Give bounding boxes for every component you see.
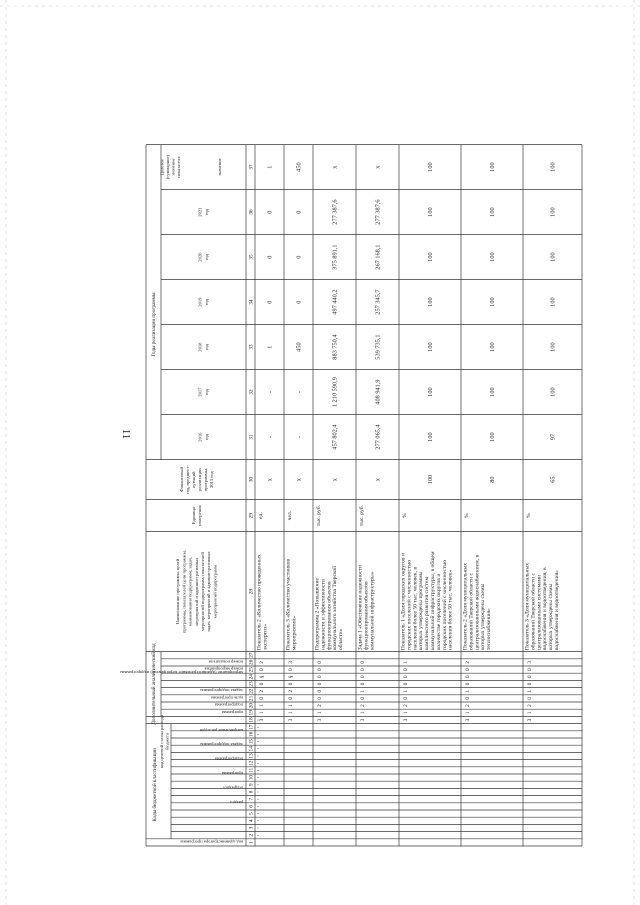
- column-number: 2: [248, 833, 255, 837]
- code-cell: 3: [288, 718, 294, 722]
- unit-column-header: измерения: [196, 505, 202, 526]
- value-cell: x: [331, 165, 339, 169]
- unit-cell: %: [402, 513, 408, 518]
- program-years-header: Годы реализации программы: [150, 292, 157, 357]
- indicator-name: водоснабжения и водоотведения»: [554, 570, 560, 651]
- code-cell: 2: [259, 689, 265, 693]
- column-number: 7: [248, 797, 255, 801]
- value-cell: x: [374, 165, 382, 169]
- code-cell: 3: [403, 718, 409, 722]
- year-column-header: год: [203, 298, 209, 306]
- column-number: 18: [248, 717, 255, 723]
- code-cell: 0: [403, 697, 409, 700]
- code-cell: §: [288, 675, 294, 679]
- value-cell: -: [266, 436, 274, 439]
- value-cell: 65: [549, 476, 557, 483]
- value-cell: 267 168,1: [374, 244, 382, 270]
- code-cell: 1: [259, 704, 265, 707]
- budget-sub-header: код целевой статьи расхода: [159, 714, 165, 769]
- code-cell: 0: [317, 682, 323, 686]
- code-cell: 0: [317, 661, 323, 664]
- column-number: 11: [248, 767, 255, 774]
- indicator-name: Подпрограмма 2 «Повышение: [314, 578, 321, 651]
- indicator-name: коммунального хозяйства Тверской: [332, 565, 339, 651]
- column-number: 27: [248, 652, 255, 658]
- value-cell: 80: [489, 476, 496, 483]
- code-column-header: задача подпрограммы: [200, 742, 243, 748]
- code-column-header: подпрограмма: [214, 756, 243, 762]
- code-cell: 0: [317, 697, 323, 700]
- code-cell: 0: [403, 668, 409, 671]
- code-cell: 1: [360, 689, 366, 693]
- code-cell: 3: [360, 718, 366, 722]
- name-column-header: Наименование программы, целей: [175, 558, 181, 625]
- column-number: 3: [248, 826, 255, 830]
- value-cell: 100: [489, 297, 496, 307]
- code-cell: 2: [527, 704, 533, 707]
- page-number: 11: [120, 428, 132, 440]
- column-number: 19: [248, 710, 255, 716]
- indicator-name: централизованными системами: [536, 574, 543, 651]
- indicator-name: надежности и эффективности: [320, 579, 327, 651]
- year-column-header: 2016: [197, 432, 203, 442]
- indicator-name: населения более 50 тыс. человек»: [447, 569, 454, 651]
- value-cell: 408 941,9: [374, 379, 382, 405]
- value-cell: 539 735,1: [374, 334, 382, 360]
- value-cell: 1: [266, 165, 274, 169]
- value-cell: -: [295, 391, 303, 394]
- indicator-name: городских поселений с численностью: [406, 559, 413, 651]
- column-number: 9: [248, 783, 255, 787]
- value-cell: 100: [427, 162, 434, 172]
- indicator-name: экспертиз»: [262, 623, 269, 651]
- target-value-header: показателя: [176, 156, 182, 178]
- code-cell: 2: [403, 704, 409, 707]
- code-cell: 0: [259, 668, 265, 671]
- column-number: 17: [248, 724, 255, 730]
- unit-cell: %: [526, 513, 532, 518]
- code-cell: 0: [360, 661, 366, 664]
- code-cell: 2: [465, 661, 471, 664]
- code-cell: 0: [360, 668, 366, 671]
- code-column-header: номер показателя: [208, 659, 243, 665]
- value-cell: x: [331, 478, 339, 482]
- column-number: 22: [248, 688, 255, 694]
- column-number: 1: [248, 841, 255, 844]
- value-cell: 100: [549, 387, 557, 397]
- value-column-header: значение: [216, 158, 222, 176]
- column-number: 5: [248, 812, 255, 815]
- value-cell: 450: [295, 342, 303, 352]
- analytic-code-header: Дополнительный аналитический код: [150, 643, 157, 725]
- value-cell: 457 802,4: [331, 424, 339, 450]
- value-cell: 100: [427, 297, 434, 307]
- value-cell: 100: [549, 297, 557, 307]
- value-cell: 100: [549, 252, 557, 262]
- value-cell: -: [295, 436, 303, 439]
- value-cell: 375 891,1: [331, 244, 339, 270]
- code-cell: 2: [317, 704, 323, 707]
- code-column-header: код администратора программы: [180, 839, 243, 845]
- column-number: 30: [248, 476, 255, 483]
- indicator-name: коммунальной инфраструктуры»: [369, 571, 376, 651]
- column-number: 12: [248, 760, 255, 766]
- code-cell: 3: [259, 718, 265, 722]
- code-cell: 0: [259, 697, 265, 700]
- budget-classification-header: Коды бюджетной классификации: [151, 748, 158, 822]
- column-number: 10: [248, 774, 255, 781]
- value-cell: 257 345,7: [374, 289, 382, 315]
- column-number: 24: [248, 674, 255, 680]
- unit-column-header: Единица: [190, 507, 196, 525]
- value-cell: 497 440,2: [331, 289, 339, 315]
- year-column-header: 2017: [197, 387, 203, 397]
- code-cell: 1: [317, 711, 323, 715]
- indicator-name: количестве городских округов и: [435, 573, 442, 651]
- value-cell: x: [295, 478, 303, 482]
- indicator-name: Показатель 3 «Количество участников: [285, 558, 292, 651]
- name-column-header: мероприятий и административных: [193, 557, 199, 626]
- value-cell: 277 387,6: [374, 199, 382, 225]
- code-column-header: номер мероприятия: [204, 666, 243, 672]
- column-number: 31: [248, 434, 255, 440]
- value-cell: 100: [427, 474, 434, 485]
- year-column-header: 2021: [197, 207, 203, 217]
- value-cell: x: [374, 478, 382, 482]
- value-cell: 100: [427, 252, 434, 262]
- fin-year-header: Финансовый: [178, 467, 184, 493]
- indicator-name: Задача 1 «Обеспечение надежности: [357, 565, 364, 651]
- value-cell: 0: [266, 210, 274, 214]
- value-cell: 0: [295, 210, 303, 214]
- column-number: 28: [248, 588, 255, 595]
- indicator-name: функционирования объектов: [363, 581, 370, 651]
- code-cell: 0: [360, 697, 366, 700]
- column-number: 13: [248, 753, 255, 759]
- indicator-name: населения более 50 тыс. человек, в: [412, 567, 419, 651]
- code-cell: 0: [259, 682, 265, 686]
- code-cell: 1: [465, 689, 471, 693]
- value-cell: 100: [427, 387, 434, 397]
- code-cell: 0: [527, 675, 533, 679]
- column-number: 20: [248, 702, 255, 709]
- indicator-name: коммунальной инфраструктуры, в общем: [430, 551, 436, 651]
- code-cell: 2: [259, 661, 265, 664]
- indicator-name: Показатель 3 «Доля муниципальных: [524, 562, 531, 651]
- code-cell: 1: [403, 689, 409, 693]
- value-cell: 100: [549, 342, 557, 352]
- code-cell: 1: [259, 711, 265, 715]
- column-number: 32: [248, 389, 255, 395]
- value-cell: 97: [549, 433, 557, 441]
- code-cell: 2: [360, 704, 366, 707]
- year-column-header: год: [203, 208, 209, 216]
- indicator-name: водоснабжения и водоотведения, в: [542, 567, 549, 651]
- year-column-header: 2020: [197, 252, 203, 262]
- code-cell: 0: [288, 682, 294, 686]
- year-column-header: год: [203, 343, 209, 351]
- code-column-header: задача подпрограммы: [200, 688, 243, 694]
- code-column-header: цель программы: [210, 695, 243, 701]
- code-column-header: подпрограмма: [214, 702, 243, 708]
- indicator-name: функционирования объектов: [326, 581, 333, 651]
- code-column-header: подраздел: [223, 785, 243, 791]
- code-cell: 0: [360, 682, 366, 686]
- value-cell: 100: [489, 207, 496, 217]
- code-cell: 2: [465, 704, 471, 707]
- code-cell: 0: [527, 697, 533, 700]
- name-column-header: мероприятий подпрограмм: [212, 565, 218, 619]
- value-cell: 100: [427, 342, 434, 352]
- unit-cell: тыс. руб.: [316, 505, 322, 527]
- code-column-header: направление расходов: [199, 727, 243, 733]
- year-column-header: год: [203, 253, 209, 261]
- code-cell: 1: [527, 689, 533, 693]
- indicator-name: которых утверждены схемы: [480, 583, 487, 651]
- code-cell: 1: [527, 711, 533, 715]
- code-cell: 1: [360, 711, 366, 715]
- code-cell: 0: [288, 668, 294, 671]
- value-cell: 1: [266, 345, 274, 349]
- fin-year-header: программы,: [202, 467, 208, 492]
- target-value-header: Целевое: [159, 158, 165, 176]
- value-cell: 100: [489, 387, 496, 397]
- column-number: 35: [248, 254, 255, 260]
- value-cell: 100: [489, 162, 496, 172]
- value-cell: 883 750,4: [331, 334, 339, 360]
- year-column-header: год: [203, 433, 209, 441]
- name-column-header: программы, показателей цели программы,: [181, 550, 187, 634]
- value-cell: 1 210 590,9: [331, 377, 339, 408]
- indicator-name: мероприятий»: [291, 615, 298, 651]
- code-cell: 0: [317, 675, 323, 679]
- code-cell: 1: [403, 661, 409, 664]
- value-cell: 450: [295, 162, 303, 172]
- name-column-header: мероприятий подпрограмм, показателей: [200, 552, 205, 632]
- indicator-name: образований Тверской области с: [468, 573, 475, 651]
- unit-cell: чел.: [287, 510, 293, 521]
- target-value-header: значение: [170, 158, 176, 176]
- code-cell: 0: [317, 668, 323, 671]
- column-number: 14: [248, 746, 255, 752]
- indicator-name: Показатель 2 «Доля муниципальных: [462, 562, 469, 651]
- column-number: 15: [248, 738, 255, 745]
- code-cell: 0: [527, 682, 533, 686]
- column-number: 23: [248, 681, 255, 687]
- column-number: 33: [248, 344, 255, 350]
- code-cell: 1: [403, 711, 409, 715]
- code-cell: 0: [288, 697, 294, 700]
- year-column-header: год: [203, 388, 209, 396]
- value-cell: 100: [489, 252, 496, 262]
- column-number: 25: [248, 666, 255, 673]
- fin-year-header: год, предшест-: [184, 465, 190, 495]
- fin-year-header: вующий: [190, 471, 196, 488]
- indicator-name: городских поселений с численностью: [441, 559, 448, 651]
- budget-sub-header: бюджета: [164, 733, 170, 751]
- unit-cell: ед.: [258, 512, 264, 519]
- value-cell: 277 387,6: [331, 199, 339, 225]
- code-cell: 0: [465, 675, 471, 679]
- indicator-name: теплоснабжения»: [486, 608, 493, 651]
- value-cell: x: [266, 478, 274, 482]
- indicator-name: которых утверждены программы: [418, 571, 425, 651]
- unit-cell: тыс. руб.: [359, 505, 365, 527]
- code-cell: 0: [403, 675, 409, 679]
- name-column-header: задач, мероприятий и административных: [206, 551, 212, 632]
- code-cell: §: [259, 675, 265, 679]
- code-cell: 0: [465, 697, 471, 700]
- code-cell: 1: [288, 711, 294, 715]
- column-number: 36: [248, 209, 255, 215]
- code-cell: 0: [465, 682, 471, 686]
- value-cell: 100: [549, 162, 557, 172]
- column-number: 21: [248, 695, 255, 702]
- value-cell: 100: [427, 432, 434, 442]
- column-number: 6: [248, 805, 255, 808]
- indicator-name: Показатель 1 «Доля городских округов и: [400, 552, 407, 651]
- value-cell: 0: [266, 300, 274, 304]
- fin-year-header: реализации: [196, 468, 202, 491]
- column-number: 37: [248, 164, 255, 170]
- code-cell: 1: [288, 704, 294, 707]
- fin-year-header: 2015 год: [208, 471, 214, 488]
- column-number: 34: [248, 299, 255, 305]
- code-cell: 0: [317, 689, 323, 693]
- code-cell: 0: [465, 668, 471, 671]
- value-cell: 0: [295, 300, 303, 304]
- code-cell: 0: [527, 668, 533, 671]
- code-column-header: программа: [221, 771, 243, 776]
- code-cell: 3: [527, 718, 533, 722]
- code-cell: 0: [360, 675, 366, 679]
- code-cell: 0: [403, 682, 409, 686]
- indicator-name: области»: [338, 628, 345, 651]
- code-column-header: мероприятие (административное мероприятие) подпрограммы: [120, 670, 243, 676]
- indicator-name: Показатель 2 «Количество проведенных: [256, 554, 263, 651]
- value-cell: 0: [266, 255, 274, 259]
- value-cell: 0: [295, 255, 303, 259]
- column-number: 4: [248, 819, 255, 823]
- indicator-name: образований Тверской области с: [530, 573, 537, 651]
- target-value-header: (суммарное): [165, 154, 170, 180]
- unit-cell: %: [464, 513, 470, 518]
- indicator-name: которых утверждены схемы: [548, 583, 555, 651]
- code-cell: 1: [465, 711, 471, 715]
- year-column-header: 2019: [197, 297, 203, 307]
- column-number: 26: [248, 659, 255, 666]
- column-number: 8: [248, 790, 255, 794]
- value-cell: 100: [427, 207, 434, 217]
- code-cell: 2: [288, 689, 294, 693]
- value-cell: 277 065,4: [374, 424, 382, 450]
- column-number: 29: [248, 512, 255, 519]
- code-cell: 3: [465, 718, 471, 722]
- indicator-name: комплексного развития систем: [424, 577, 431, 651]
- year-column-header: 2018: [197, 342, 203, 352]
- column-number: 16: [248, 731, 255, 738]
- code-cell: 3: [527, 661, 533, 664]
- code-column-header: раздел: [230, 799, 243, 805]
- code-cell: 3: [288, 661, 294, 664]
- code-column-header: программа: [221, 709, 243, 715]
- value-cell: -: [266, 391, 274, 394]
- indicator-name: централизованными водоснабжением, в: [474, 554, 481, 651]
- value-cell: 100: [489, 342, 496, 352]
- value-cell: 100: [489, 432, 496, 442]
- value-cell: 100: [549, 207, 557, 217]
- name-column-header: наименования подпрограмм, задач,: [187, 557, 193, 627]
- program-indicators-table: [120, 145, 582, 846]
- code-cell: 3: [317, 718, 323, 722]
